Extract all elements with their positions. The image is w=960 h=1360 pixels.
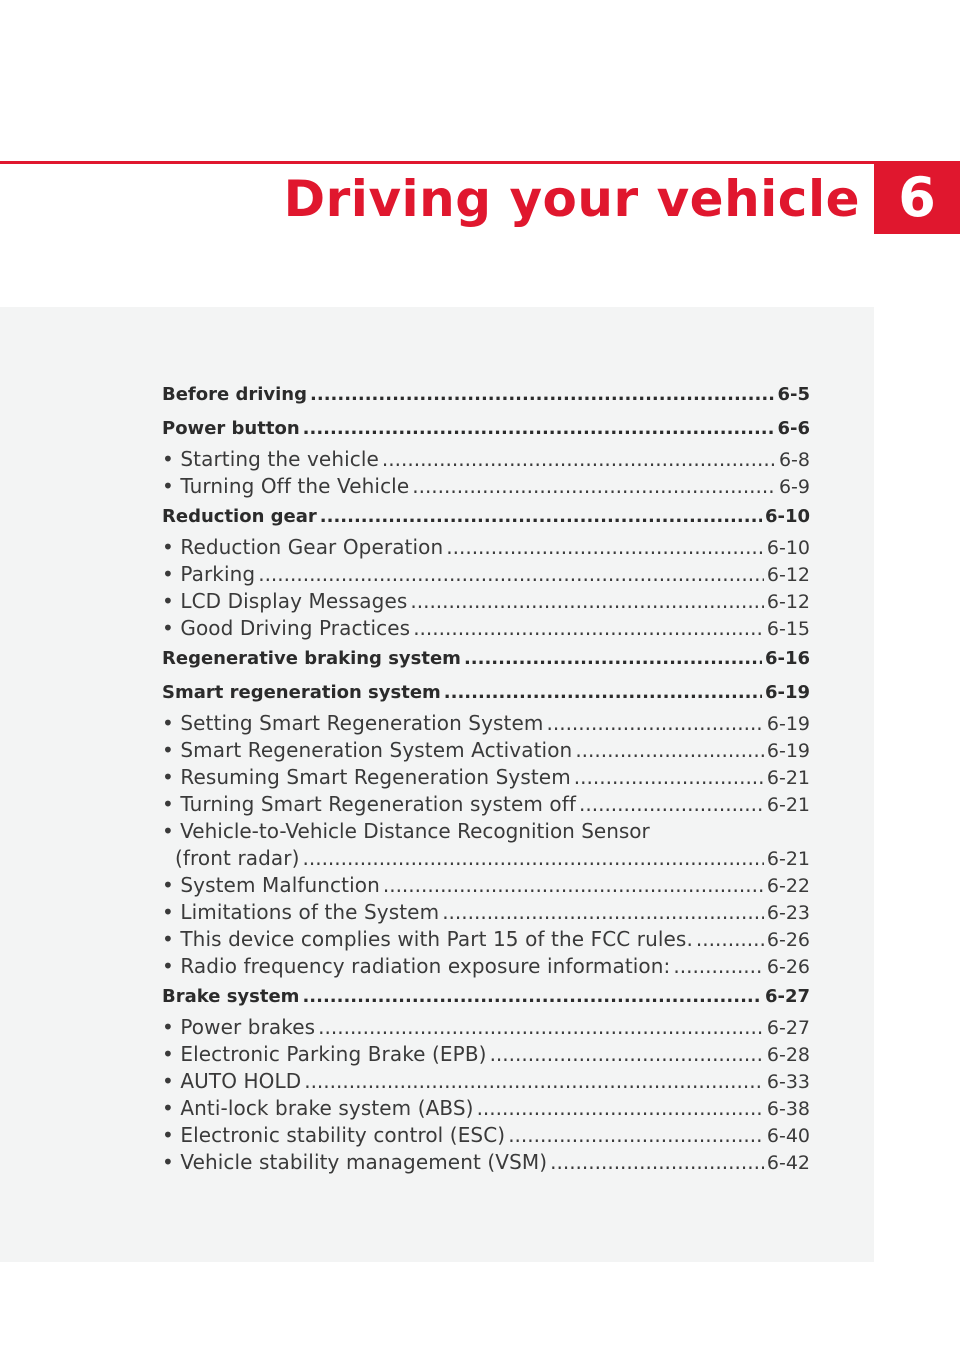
toc-entry-title: • Power brakes bbox=[162, 1015, 316, 1039]
toc-entry-title: Reduction gear bbox=[162, 506, 317, 527]
toc-entry-smart-regeneration[interactable] bbox=[162, 676, 810, 710]
chapter-title: Driving your vehicle bbox=[283, 170, 860, 228]
toc-entry-vsm[interactable] bbox=[162, 1149, 810, 1176]
toc-entry-title: • Electronic Parking Brake (EPB) bbox=[162, 1042, 487, 1066]
toc-leader bbox=[579, 791, 764, 818]
toc-entry-abs[interactable] bbox=[162, 1095, 810, 1122]
toc-entry-page: 6-19 bbox=[766, 740, 810, 762]
toc-entry-title: • Reduction Gear Operation bbox=[162, 535, 444, 559]
toc-leader bbox=[382, 446, 776, 473]
toc-entry-page: 6-26 bbox=[766, 929, 810, 951]
toc-entry-title: • Radio frequency radiation exposure information: bbox=[162, 954, 671, 978]
toc-entry-page: 6-6 bbox=[777, 418, 810, 439]
toc-leader bbox=[442, 899, 764, 926]
toc-entry-title: • Good Driving Practices bbox=[162, 616, 411, 640]
toc-entry-title: Regenerative braking system bbox=[162, 648, 461, 669]
toc-entry-title: • Smart Regeneration System Activation bbox=[162, 738, 573, 762]
toc-entry-page: 6-40 bbox=[766, 1125, 810, 1147]
toc-leader bbox=[673, 953, 764, 980]
toc-entry-title: • Starting the vehicle bbox=[162, 447, 379, 471]
toc-entry-page: 6-19 bbox=[766, 713, 810, 735]
toc-leader bbox=[444, 676, 762, 710]
toc-entry-title: Before driving bbox=[162, 384, 308, 405]
toc-entry-smart-regen-activation[interactable] bbox=[162, 737, 810, 764]
toc-entry-page: 6-21 bbox=[766, 794, 810, 816]
toc-entry-page: 6-38 bbox=[766, 1098, 810, 1120]
toc-entry-title: • Turning Smart Regeneration system off bbox=[162, 792, 577, 816]
toc-entry-page: 6-12 bbox=[766, 591, 810, 613]
toc-entry-title: Smart regeneration system bbox=[162, 682, 441, 703]
toc-leader bbox=[490, 1041, 764, 1068]
toc-entry-v2v-sensor-title[interactable]: • Vehicle-to-Vehicle Distance Recognition Sensor bbox=[162, 819, 650, 843]
toc-entry-title: • Limitations of the System bbox=[162, 900, 440, 924]
toc-entry-page: 6-9 bbox=[778, 476, 810, 498]
toc-leader bbox=[574, 764, 764, 791]
toc-entry-title: • Electronic stability control (ESC) bbox=[162, 1123, 506, 1147]
toc-entry-page: 6-23 bbox=[766, 902, 810, 924]
toc-entry-title: • System Malfunction bbox=[162, 873, 380, 897]
toc-leader bbox=[304, 1068, 764, 1095]
toc-entry-page: 6-21 bbox=[766, 767, 810, 789]
toc-leader bbox=[508, 1122, 764, 1149]
toc-leader bbox=[464, 642, 762, 676]
toc-entry-page: 6-22 bbox=[766, 875, 810, 897]
toc-entry-title: • Turning Off the Vehicle bbox=[162, 474, 410, 498]
toc-entry-limitations[interactable] bbox=[162, 899, 810, 926]
toc-entry-epb[interactable] bbox=[162, 1041, 810, 1068]
toc-leader bbox=[547, 710, 764, 737]
toc-leader bbox=[303, 845, 764, 872]
toc-entry-turning-smart-regen-off[interactable] bbox=[162, 791, 810, 818]
toc-entry-title: • Setting Smart Regeneration System bbox=[162, 711, 544, 735]
toc-leader bbox=[320, 500, 762, 534]
toc-entry-v2v-sensor[interactable] bbox=[162, 845, 810, 872]
toc-entry-title: • LCD Display Messages bbox=[162, 589, 408, 613]
toc-entry-power-brakes[interactable] bbox=[162, 1014, 810, 1041]
toc-entry-title: Brake system bbox=[162, 986, 300, 1007]
toc-leader bbox=[413, 615, 764, 642]
toc-entry-page: 6-27 bbox=[764, 986, 810, 1007]
toc-entry-page: 6-10 bbox=[766, 537, 810, 559]
toc-leader bbox=[303, 412, 775, 446]
toc-entry-starting-vehicle[interactable] bbox=[162, 446, 810, 473]
toc-entry-esc[interactable] bbox=[162, 1122, 810, 1149]
toc-entry-resuming-smart-regen[interactable] bbox=[162, 764, 810, 791]
toc-entry-system-malfunction[interactable] bbox=[162, 872, 810, 899]
toc-entry-setting-smart-regen[interactable] bbox=[162, 710, 810, 737]
toc-entry-lcd-display[interactable] bbox=[162, 588, 810, 615]
toc-leader bbox=[318, 1014, 764, 1041]
toc-entry-page: 6-28 bbox=[766, 1044, 810, 1066]
toc-entry-reduction-gear[interactable] bbox=[162, 500, 810, 534]
toc-entry-title: • Resuming Smart Regeneration System bbox=[162, 765, 571, 789]
toc-entry-brake-system[interactable] bbox=[162, 980, 810, 1014]
toc-leader bbox=[383, 872, 764, 899]
toc-entry-auto-hold[interactable] bbox=[162, 1068, 810, 1095]
toc-leader bbox=[258, 561, 764, 588]
toc-entry-regenerative-braking[interactable] bbox=[162, 642, 810, 676]
toc-leader bbox=[310, 378, 774, 412]
toc-leader bbox=[302, 980, 762, 1014]
toc-entry-page: 6-27 bbox=[766, 1017, 810, 1039]
toc-entry-title: (front radar) bbox=[175, 846, 300, 870]
toc-entry-title: • Anti-lock brake system (ABS) bbox=[162, 1096, 474, 1120]
toc-entry-page: 6-42 bbox=[766, 1152, 810, 1174]
toc-entry-page: 6-19 bbox=[764, 682, 810, 703]
toc-entry-title: • This device complies with Part 15 of the FCC rules. bbox=[162, 927, 693, 951]
toc-entry-title: Power button bbox=[162, 418, 300, 439]
toc-leader bbox=[446, 534, 764, 561]
toc-entry-radio-frequency[interactable] bbox=[162, 953, 810, 980]
toc-leader bbox=[477, 1095, 764, 1122]
toc-entry-before-driving[interactable] bbox=[162, 378, 810, 412]
toc-entry-title: • Parking bbox=[162, 562, 256, 586]
toc-entry-turning-off[interactable] bbox=[162, 473, 810, 500]
toc-entry-reduction-gear-operation[interactable] bbox=[162, 534, 810, 561]
toc-entry-page: 6-12 bbox=[766, 564, 810, 586]
toc-leader bbox=[696, 926, 764, 953]
toc-entry-title: • Vehicle stability management (VSM) bbox=[162, 1150, 548, 1174]
toc-entry-good-driving[interactable] bbox=[162, 615, 810, 642]
toc-entry-page: 6-5 bbox=[777, 384, 810, 405]
toc-entry-page: 6-21 bbox=[766, 848, 810, 870]
table-of-contents bbox=[162, 378, 810, 1176]
toc-entry-parking[interactable] bbox=[162, 561, 810, 588]
toc-entry-page: 6-8 bbox=[778, 449, 810, 471]
toc-entry-fcc-rules[interactable] bbox=[162, 926, 810, 953]
toc-leader bbox=[575, 737, 764, 764]
toc-entry-page: 6-10 bbox=[764, 506, 810, 527]
toc-entry-page: 6-16 bbox=[764, 648, 810, 669]
toc-entry-power-button[interactable] bbox=[162, 412, 810, 446]
chapter-number: 6 bbox=[874, 161, 960, 234]
toc-entry-page: 6-33 bbox=[766, 1071, 810, 1093]
toc-entry-page: 6-26 bbox=[766, 956, 810, 978]
toc-entry-title: • AUTO HOLD bbox=[162, 1069, 302, 1093]
toc-leader bbox=[412, 473, 776, 500]
toc-entry-page: 6-15 bbox=[766, 618, 810, 640]
toc-leader bbox=[410, 588, 764, 615]
toc-leader bbox=[550, 1149, 764, 1176]
